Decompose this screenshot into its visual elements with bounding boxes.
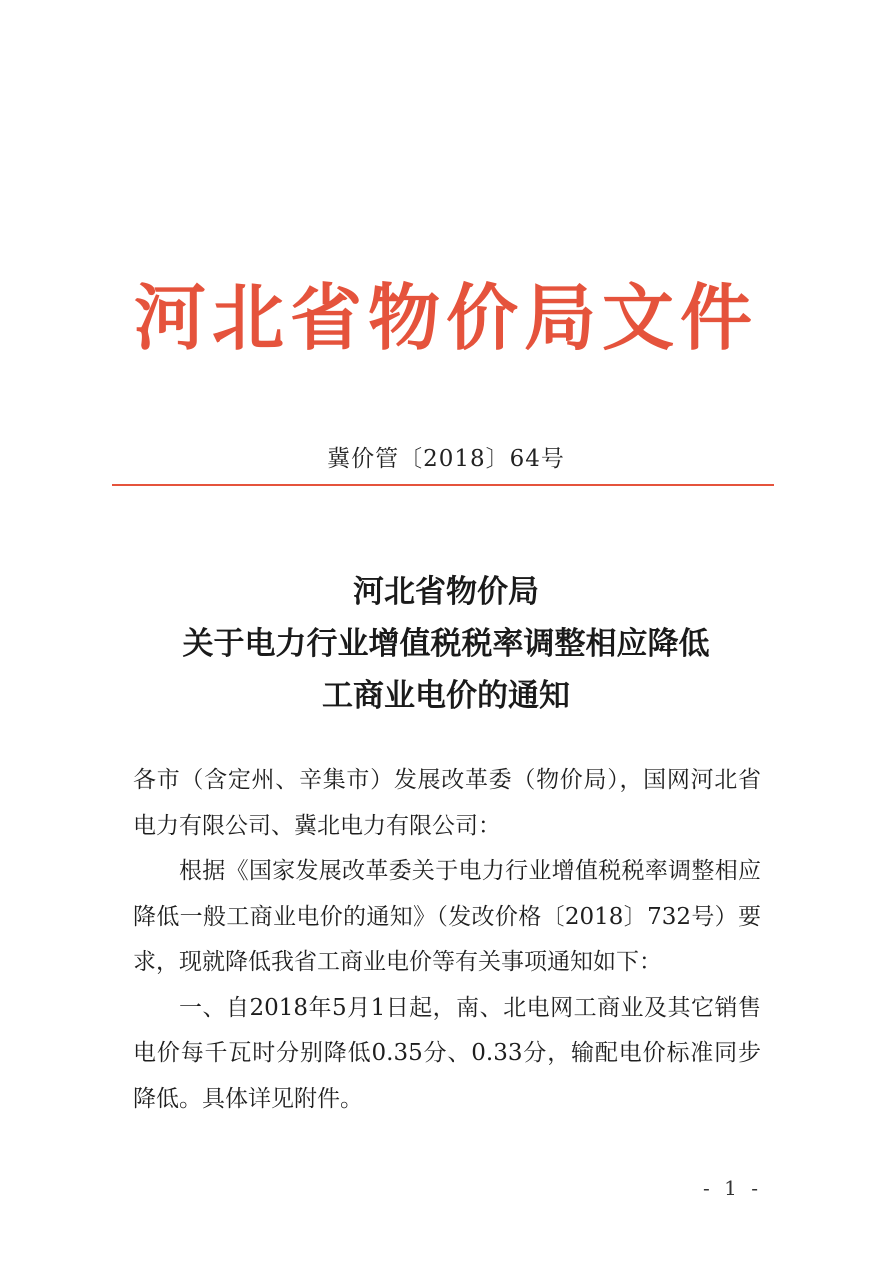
title-line-1: 河北省物价局: [353, 574, 539, 610]
body-paragraph-2: 一、自2018年5月1日起，南、北电网工商业及其它销售电价每千瓦时分别降低0.35分、0.33分，输配电价标准同步降低。具体详见附件。: [133, 994, 761, 1112]
body-paragraph-1: 根据《国家发展改革委关于电力行业增值税税率调整相应降低一般工商业电价的通知》（发改价格〔2018〕732号）要求，现就降低我省工商业电价等有关事项通知如下：: [133, 858, 761, 975]
title-line-2: 关于电力行业增值税税率调整相应降低: [182, 626, 710, 662]
notice-title: [0, 566, 892, 722]
document-number: 冀价管〔2018〕64号: [327, 446, 565, 472]
red-divider-line: [112, 484, 774, 486]
page-number: - 1 -: [703, 1176, 762, 1200]
masthead-title: 河北省物价局文件: [133, 276, 758, 360]
title-line-3: 工商业电价的通知: [322, 678, 570, 714]
salutation-paragraph: 各市（含定州、辛集市）发展改革委（物价局），国网河北省电力有限公司、冀北电力有限公司：: [133, 767, 761, 839]
document-body: [133, 758, 761, 1122]
